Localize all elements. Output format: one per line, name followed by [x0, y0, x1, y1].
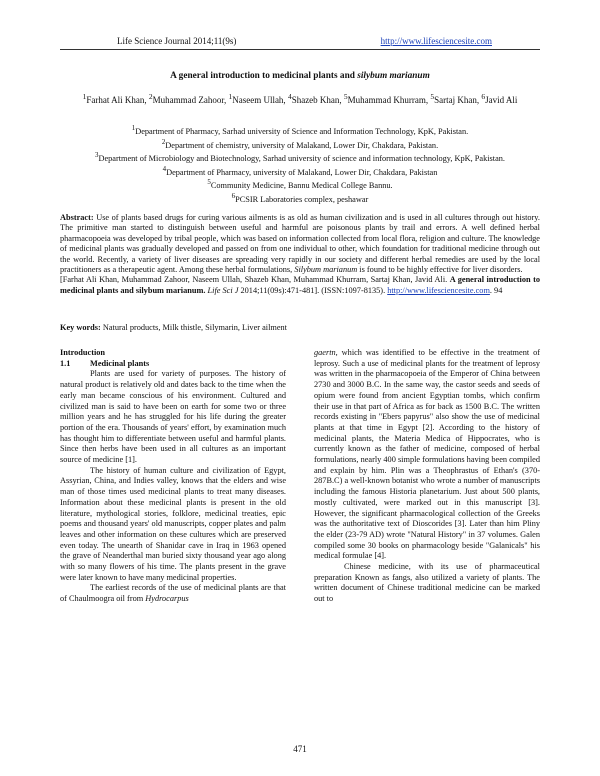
section-heading: Introduction [60, 348, 106, 357]
right-column [314, 348, 540, 605]
abstract-body: Abstract: Use of plants based drugs for curing various ailments is as old as human civilization and is used in all cultures through out history. The primitive man started to distinguish between useful and harmful are poisonous plants by trail and errors. A well defined herbal pharmacopoeia was developed by tribal people, which was based on information collected from local flora, religion and culture. The knowledge of medicinal plants was gradually developed and passed on from one individual to other, which foundation for traditional medicine through out the world. Recently, a variety of liver diseases are spreading very rapidly in our society and different herbal remedies are used by the local practitioners as a therapeutic agent. Among these herbal formulations, Silybum marianum is found to be highly effective for liver disorders. [60, 213, 540, 275]
keywords: Key words: Natural products, Milk thistle, Silymarin, Liver ailment [60, 323, 287, 332]
author-name: Shazeb Khan, [291, 95, 344, 105]
affiliation: $^4$Department of Pharmacy, university of Malakand, Lower Dir, Chakdara, Pakistan [162, 165, 438, 177]
abstract [60, 213, 540, 296]
paragraph: The history of human culture and civilization of Egypt, Assyrian, China, and Indies valley, knows that the elders and wise man of those times used medicinal plants to treat many diseases. Information about these medicinal plants is present in the old literature, mythological stories, folklore, medicinal treaties, epic poems and thousand years' old manuscripts, copper plates and palm leaves and other information on these cultures which are preserved even today. The unearth of Shanidar cave in Iraq in 1963 opened the grave of Neanderthal man buried sixty thousand year ago along with so many flowers of his time. The plants present in the grave were later known to have many medicinal properties. [60, 465, 286, 582]
journal-name: Life Science Journal 2014;11(9s) [117, 36, 237, 46]
paper-title [60, 71, 540, 81]
left-column [60, 348, 286, 605]
affiliation: $^2$Department of chemistry, university of Malakand, Lower Dir, Chakdara, Pakistan. [161, 138, 439, 150]
subsection-heading: 1.1 Medicinal plants [60, 358, 150, 368]
keywords-label: Key words: [60, 323, 101, 332]
paragraph: Plants are used for variety of purposes. The history of natural product is relatively old and dates back to the time when the early man became conscious of his environment. Cultured and civilized man is said to have been on earth for some two or three million years and he has struggled for his life during the greater portion of the era. Thousands of years' effort, by examination much has thought him to differentiate between useful and harmful plants. Since then herbs have been used in all cultures as an important source of medicine [1]. [60, 369, 286, 465]
affiliation: $^6$PCSIR Laboratories complex, peshawar [231, 192, 369, 204]
title-species: silybum marianum [357, 71, 430, 81]
author-list: $^1$Farhat Ali Khan, $^2$Muhammad Zahoor, $^1$Naseem Ullah, $^4$Shazeb Khan, $^5$Muhammad Khurram, $^5$Sartaj Khan, $^6$Javid Ali [82, 92, 518, 105]
paragraph: Chinese medicine, with its use of pharmaceutical preparation Known as fangs, also utilized a variety of plants. The written document of Chinese traditional medicine can be marked out to [314, 562, 540, 604]
citation-url-link[interactable]: http://www.lifesciencesite.com [387, 285, 490, 295]
author-name: Muhammad Zahoor, [152, 95, 229, 105]
title-text: A general introduction to medicinal plants and [170, 71, 358, 81]
journal-url-link[interactable]: http://www.lifesciencesite.com [380, 36, 492, 46]
affiliation: $^5$Community Medicine, Bannu Medical College Bannu. [207, 179, 393, 191]
paragraph: The earliest records of the use of medicinal plants are that of Chaulmoogra oil from Hydrocarpus [60, 583, 286, 604]
affiliation-list [60, 124, 540, 205]
author-name: Javid Ali [485, 95, 518, 105]
author-name: Muhammad Khurram, [347, 95, 431, 105]
abstract-label: Abstract: [60, 213, 94, 222]
author-name: Naseem Ullah, [232, 95, 288, 105]
affiliation: $^1$Department of Pharmacy, Sarhad university of Science and Information Technology, KpK, Pakistan. [131, 125, 469, 136]
author-name: Farhat Ali Khan, [86, 95, 149, 105]
header-rule [60, 49, 540, 50]
page-number: 471 [293, 744, 307, 754]
citation: [Farhat Ali Khan, Muhammad Zahoor, Naseem Ullah, Shazeb Khan, Muhammad Khurram, Sartaj Khan, Javid Ali. A general introduction to medicinal plants and silybum marianum. Life Sci J 2014;11(09s):471-481]. (ISSN:1097-8135). http://www.lifesciencesite.com. 94 [60, 275, 540, 295]
affiliation: $^3$Department of Microbiology and Biotechnology, Sarhad university of science and information technology, KpK, Pakistan. [95, 152, 505, 163]
paragraph: gaertn, which was identified to be effective in the treatment of leprosy. Such a use of medicinal plants for the treatment of leprosy was written in the pharmacopoeia of the Emperor of China between 2730 and 3000 B.C. In the same way, the castor seeds and seeds of opium were found from ancient Egyptian tombs, which confirm their use in that part of Africa as for back as 1500 B.C. The written records existing in "Ebers papyrus" also show the use of medicinal plants at that time in Egypt [2]. According to the history of medicinal plants, the Materia Medica of Hippocrates, who is currently known as the father of medicine, composed of herbal formulations, nearly 400 simple formulations having been compiled and explain by him. Plin was a Theophrastus of Ethan's (370-287B.C) a well-known botanist who wrote a number of manuscripts including the famous Historia planetarium. Just about 500 plants, mostly cultivated, were marked out in this manuscript [3]. However, the significant pharmacological collection of the Greeks was the authoritative text of Dioscorides [3]. Later than him Pliny the elder (23-79 AD) wrote "Natural History" in 37 volumes. Galen compiled some 30 books on pharmacology beside "Galanicals" his medical formulae [4]. [314, 348, 540, 561]
author-name: Sartaj Khan, [434, 95, 482, 105]
